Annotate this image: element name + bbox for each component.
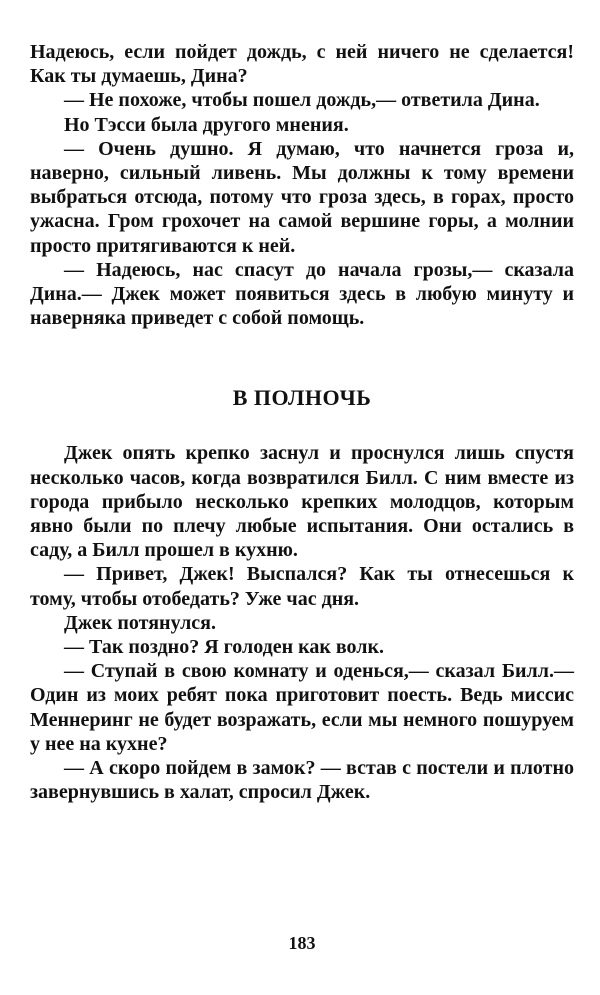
paragraph-bottom-2: — Привет, Джек! Выспался? Как ты отнесешься к тому, чтобы отобедать? Уже час дня. bbox=[30, 563, 574, 610]
paragraph-top-1: Надеюсь, если пойдет дождь, с ней ничего не сделается! Как ты думаешь, Дина? bbox=[30, 41, 574, 88]
paragraph-bottom-5: — Ступай в свою комнату и оденься,— сказал Билл.— Один из моих ребят пока приготовит поесть. Ведь миссис Меннеринг не будет возражать, если мы немного пошуруем у нее на кухне? bbox=[30, 660, 574, 755]
paragraph-top-5: — Надеюсь, нас спасут до начала грозы,— сказала Дина.— Джек может появиться здесь в любую минуту и наверняка приведет с собой помощь. bbox=[30, 258, 574, 330]
paragraph-bottom-3: Джек потянулся. bbox=[64, 611, 216, 634]
paragraph-bottom-4: — Так поздно? Я голоден как волк. bbox=[64, 636, 385, 659]
book-page bbox=[30, 40, 574, 980]
page-number: 183 bbox=[288, 933, 316, 953]
paragraph-bottom-6: — А скоро пойдем в замок? — встав с постели и плотно завернувшись в халат, спросил Джек. bbox=[30, 757, 574, 804]
paragraph-bottom-1: Джек опять крепко заснул и проснулся лишь спустя несколько часов, когда возвратился Билл. С ним вместе из города прибыло несколько крепких молодцов, которым явно были по плечу любые испытания. Они остались в саду, а Билл прошел в кухню. bbox=[30, 442, 574, 562]
paragraph-top-4: — Очень душно. Я думаю, что начнется гроза и, наверно, сильный ливень. Мы должны к тому времени выбраться отсюда, потому что гроза здесь, в горах, просто ужасна. Гром грохочет на самой вершине горы, а молнии просто притягиваются к ней. bbox=[30, 137, 574, 257]
chapter-title: В ПОЛНОЧЬ bbox=[232, 385, 372, 411]
paragraph-top-3: Но Тэсси была другого мнения. bbox=[64, 113, 349, 136]
paragraph-top-2: — Не похоже, чтобы пошел дождь,— ответила Дина. bbox=[64, 89, 540, 112]
